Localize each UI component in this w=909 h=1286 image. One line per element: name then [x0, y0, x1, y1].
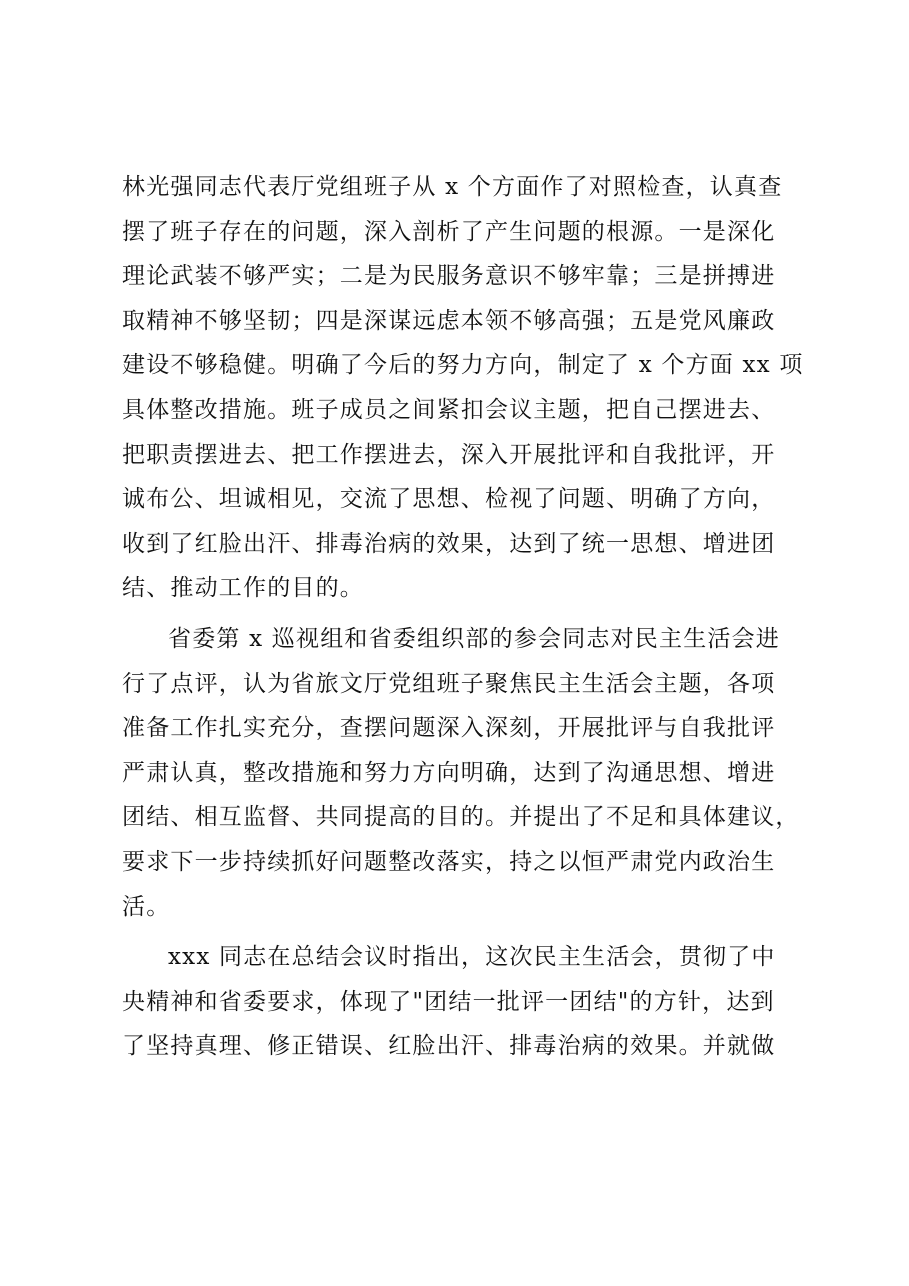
- text-line: 具体整改措施。班子成员之间紧扣会议主题，把自己摆进去、: [122, 396, 776, 423]
- paragraph-2: [122, 617, 798, 929]
- paragraph-1: [122, 165, 804, 611]
- text-line: 摆了班子存在的问题，深入剖析了产生问题的根源。一是深化: [122, 218, 776, 245]
- text-line: 央精神和省委要求，体现了"团结一批评一团结"的方针，达到: [122, 988, 775, 1015]
- text-line: 林光强同志代表厅党组班子从 x 个方面作了对照检查，认真查: [122, 174, 783, 200]
- paragraph-3: [122, 935, 798, 1069]
- text-line: 把职责摆进去、把工作摆进去，深入开展批评和自我批评，开: [122, 441, 776, 468]
- text-line: 省委第 x 巡视组和省委组织部的参会同志对民主生活会进: [168, 625, 780, 652]
- text-line: 了坚持真理、修正错误、红脸出汗、排毒治病的效果。并就做: [122, 1033, 776, 1060]
- text-line: 要求下一步持续抓好问题整改落实，持之以恒严肃党内政治生: [122, 848, 776, 875]
- text-line: 结、推动工作的目的。: [122, 575, 364, 602]
- text-line: 收到了红脸出汗、排毒治病的效果，达到了统一思想、增进团: [122, 530, 776, 557]
- text-line: xxx 同志在总结会议时指出，这次民主生活会，贯彻了中: [168, 944, 776, 971]
- text-line: 建设不够稳健。明确了今后的努力方向，制定了 x 个方面 xx 项: [122, 352, 804, 379]
- document-body: [122, 165, 804, 1069]
- text-line: 理论武装不够严实；二是为民服务意识不够牢靠；三是拼搏进: [122, 263, 776, 290]
- text-line: 团结、相互监督、共同提高的目的。并提出了不足和具体建议，: [122, 804, 800, 831]
- text-line: 诚布公、坦诚相见，交流了思想、检视了问题、明确了方向，: [122, 486, 776, 513]
- text-line: 行了点评，认为省旅文厅党组班子聚焦民主生活会主题，各项: [122, 670, 776, 697]
- text-line: 严肃认真，整改措施和努力方向明确，达到了沟通思想、增进: [122, 759, 776, 786]
- text-line: 准备工作扎实充分，查摆问题深入深刻，开展批评与自我批评: [122, 715, 776, 742]
- text-line: 取精神不够坚韧；四是深谋远虑本领不够高强；五是党风廉政: [122, 307, 776, 334]
- text-line: 活。: [122, 893, 171, 920]
